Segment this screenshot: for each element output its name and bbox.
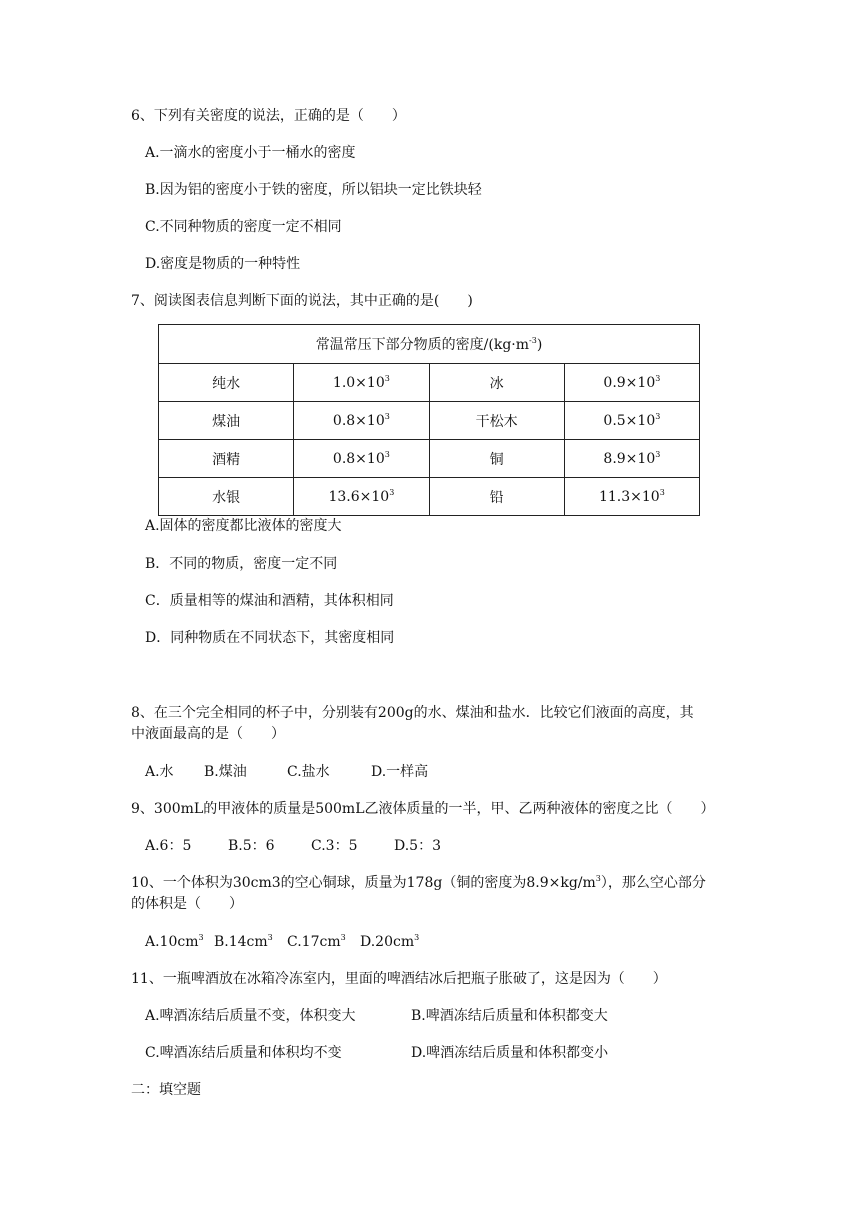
substance-cell: 干松木 <box>429 402 564 440</box>
q10-option-a: $A.10cm^3$ <box>145 933 204 950</box>
q7-option-a: A.固体的密度都比液体的密度大 <box>145 518 342 534</box>
q6-option-c: C.不同种物质的密度一定不相同 <box>145 219 342 235</box>
q10-option-b: $B.14cm^3$ <box>214 933 273 950</box>
density-cell: $1.0\times 10^3$ <box>294 364 429 402</box>
table-row <box>159 364 700 402</box>
q9-option-a: A.6：5 <box>145 838 192 854</box>
q11-option-c: C.啤酒冻结后质量和体积均不变 <box>145 1045 342 1061</box>
substance-cell: 水银 <box>159 478 294 516</box>
substance-cell: 铅 <box>429 478 564 516</box>
q8-stem-line1: 8、在三个完全相同的杯子中，分别装有200g的水、煤油和盐水．比较它们液面的高度，其 <box>131 705 694 721</box>
table-caption: 常温常压下部分物质的密度$/(kg\cdot m^{-3})$ <box>159 325 700 364</box>
density-cell: $0.9\times 10^3$ <box>564 364 699 402</box>
q8-option-c: C.盐水 <box>287 764 330 780</box>
substance-cell: 煤油 <box>159 402 294 440</box>
section-title: 二：填空题 <box>131 1082 201 1098</box>
q9-option-d: D.5：3 <box>394 838 441 854</box>
q10-stem-line1: 10、一个体积为30cm3的空心铜球，质量为178g（铜的密度为$8.9\times kg/m^3$），那么空心部分 <box>131 874 706 891</box>
table-row <box>159 402 700 440</box>
q7-option-d: D．同种物质在不同状态下，其密度相同 <box>145 630 395 646</box>
q11-option-b: B.啤酒冻结后质量和体积都变大 <box>411 1008 608 1024</box>
q7-stem: 7、阅读图表信息判断下面的说法，其中正确的是( ) <box>131 293 473 309</box>
q9-option-b: B.5：6 <box>228 838 275 854</box>
density-cell: $0.5\times 10^3$ <box>564 402 699 440</box>
q10-option-d: $D.20cm^3$ <box>360 933 420 950</box>
q9-stem: 9、300mL的甲液体的质量是500mL乙液体质量的一半，甲、乙两种液体的密度之比（ ） <box>131 801 715 817</box>
density-table <box>158 324 700 516</box>
q9-option-c: C.3：5 <box>311 838 358 854</box>
substance-cell: 纯水 <box>159 364 294 402</box>
q8-option-b: B.煤油 <box>204 764 247 780</box>
q7-option-b: B．不同的物质，密度一定不同 <box>145 556 338 572</box>
substance-cell: 铜 <box>429 440 564 478</box>
q11-option-a: A.啤酒冻结后质量不变，体积变大 <box>145 1008 356 1024</box>
q11-stem: 11、一瓶啤酒放在冰箱冷冻室内，里面的啤酒结冰后把瓶子胀破了，这是因为（ ） <box>131 971 667 987</box>
q6-option-b: B.因为铝的密度小于铁的密度，所以铝块一定比铁块轻 <box>145 182 482 198</box>
density-cell: $0.8\times 10^3$ <box>294 440 429 478</box>
density-cell: $0.8\times 10^3$ <box>294 402 429 440</box>
q6-option-a: A.一滴水的密度小于一桶水的密度 <box>145 145 356 161</box>
q8-option-a: A.水 <box>145 764 174 780</box>
density-cell: $8.9\times 10^3$ <box>564 440 699 478</box>
q10-option-c: $C.17cm^3$ <box>287 933 346 950</box>
substance-cell: 酒精 <box>159 440 294 478</box>
q8-option-d: D.一样高 <box>371 764 429 780</box>
substance-cell: 冰 <box>429 364 564 402</box>
table-row <box>159 478 700 516</box>
q11-option-d: D.啤酒冻结后质量和体积都变小 <box>411 1045 609 1061</box>
table-row <box>159 440 700 478</box>
q6-option-d: D.密度是物质的一种特性 <box>145 256 301 272</box>
density-cell: $11.3\times 10^3$ <box>564 478 699 516</box>
q7-option-c: C．质量相等的煤油和酒精，其体积相同 <box>145 593 394 609</box>
q6-stem: 6、下列有关密度的说法，正确的是（ ） <box>131 108 406 124</box>
q8-stem-line2: 中液面最高的是（ ） <box>131 726 285 742</box>
density-cell: $13.6\times 10^3$ <box>294 478 429 516</box>
q10-stem-line2: 的体积是（ ） <box>131 896 243 912</box>
